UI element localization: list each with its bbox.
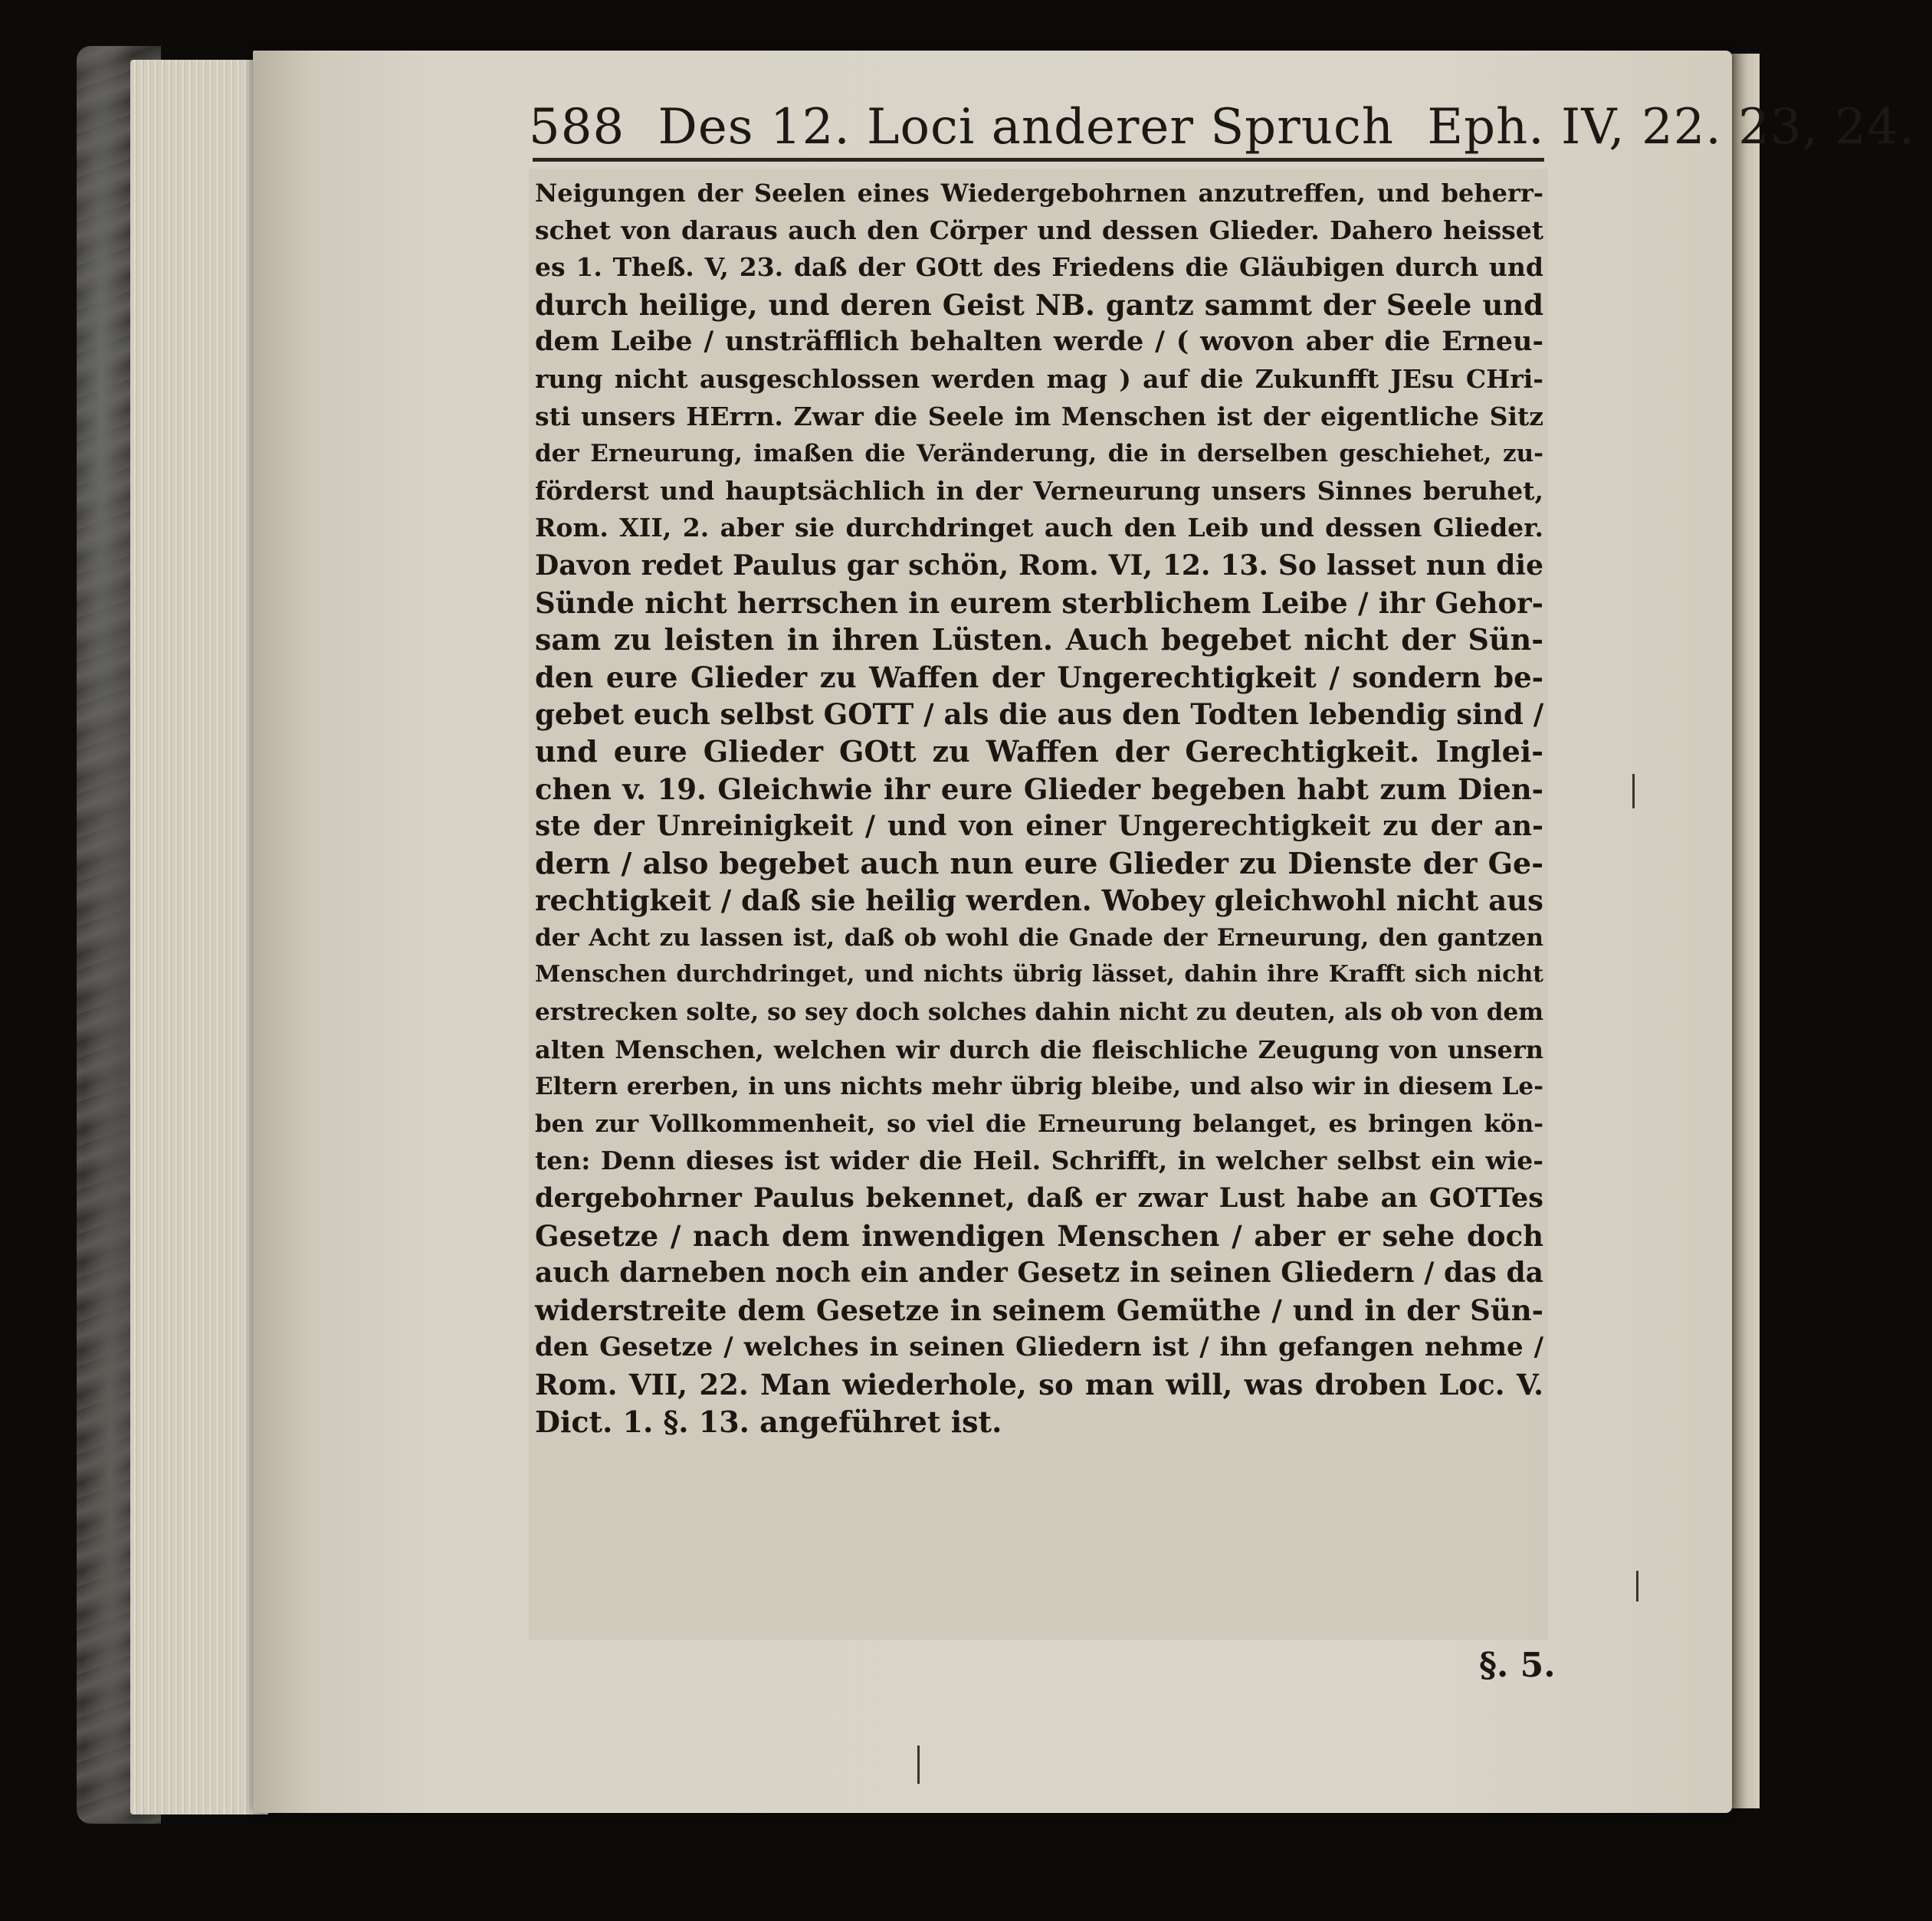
text-line: erstrecken solte, so sey doch solches dahin nicht zu deuten, als ob von dem	[535, 998, 1543, 1027]
text-line: Sünde nicht herrschen in eurem sterblichem Leibe / ihr Gehor-	[535, 585, 1543, 620]
text-line: durch heilige, und deren Geist NB. gantz sammt der Seele und	[535, 287, 1543, 322]
page-edges	[130, 60, 268, 1814]
text-line: Rom. XII, 2. aber sie durchdringet auch den Leib und dessen Glieder.	[535, 513, 1543, 543]
scripture-reference: Eph. IV, 22. 23, 24.	[1427, 99, 1915, 156]
catchword: §. 5.	[1479, 1646, 1556, 1685]
running-title: Des 12. Loci anderer Spruch	[658, 99, 1394, 156]
header-rule	[533, 158, 1544, 162]
text-line: chen v. 19. Gleichwie ihr eure Glieder begeben habt zum Dien-	[535, 772, 1543, 806]
text-line: Neigungen der Seelen eines Wiedergebohrnen anzutreffen, und beherr-	[535, 179, 1543, 208]
text-line: dergebohrner Paulus bekennet, daß er zwar Lust habe an GOTTes	[535, 1182, 1543, 1215]
text-line: ste der Unreinigkeit / und von einer Ungerechtigkeit zu der an-	[535, 810, 1543, 843]
text-line: rung nicht ausgeschlossen werden mag ) auf die Zukunfft JEsu CHri-	[535, 363, 1543, 394]
text-line: und eure Glieder GOtt zu Waffen der Gerechtigkeit. Inglei-	[535, 733, 1543, 769]
body-text	[535, 175, 1543, 1441]
text-line: förderst und hauptsächlich in der Verneurung unsers Sinnes beruhet,	[535, 475, 1543, 506]
text-line: gebet euch selbst GOTT / als die aus den Todten lebendig sind /	[535, 697, 1544, 732]
text-line: rechtigkeit / daß sie heilig werden. Wobey gleichwohl nicht aus	[535, 883, 1543, 918]
page-number: 588	[529, 99, 625, 156]
text-line: ten: Denn dieses ist wider die Heil. Schrifft, in welcher selbst ein wie-	[535, 1146, 1543, 1176]
text-line: Dict. 1. §. 13. angeführet ist.	[535, 1404, 1002, 1439]
text-line: sti unsers HErrn. Zwar die Seele im Menschen ist der eigentliche Sitz	[535, 401, 1543, 431]
text-line: der Erneurung, imaßen die Veränderung, die in derselben geschiehet, zu-	[535, 440, 1543, 468]
page-mark	[917, 1746, 920, 1784]
text-line: Rom. VII, 22. Man wiederhole, so man will, was droben Loc. V.	[535, 1368, 1543, 1401]
text-line: schet von daraus auch den Cörper und dessen Glieder. Dahero heisset	[535, 215, 1543, 245]
page-mark	[1636, 1571, 1638, 1601]
text-line: den Gesetze / welches in seinen Gliedern ist / ihn gefangen nehme /	[535, 1332, 1543, 1363]
text-line: Menschen durchdringet, und nichts übrig lässet, dahin ihre Krafft sich nicht	[535, 961, 1543, 988]
text-line: dern / also begebet auch nun eure Glieder zu Dienste der Ge-	[535, 845, 1543, 880]
text-line: es 1. Theß. V, 23. daß der GOtt des Friedens die Gläubigen durch und	[535, 252, 1543, 283]
text-line: alten Menschen, welchen wir durch die fleischliche Zeugung von unsern	[535, 1034, 1543, 1064]
text-line: Gesetze / nach dem inwendigen Menschen / aber er sehe doch	[535, 1218, 1543, 1253]
text-line: ben zur Vollkommenheit, so viel die Erneurung belanget, es bringen kön-	[535, 1110, 1543, 1138]
text-line: auch darneben noch ein ander Gesetz in seinen Gliedern / das da	[535, 1257, 1543, 1290]
text-line: der Acht zu lassen ist, daß ob wohl die Gnade der Erneurung, den gantzen	[535, 923, 1543, 952]
page-mark	[1632, 774, 1635, 808]
facing-page-edge	[1730, 54, 1760, 1808]
page-header	[529, 97, 1915, 158]
text-line: dem Leibe / unsträfflich behalten werde / ( wovon aber die Erneu-	[535, 326, 1543, 358]
text-line: widerstreite dem Gesetze in seinem Gemüthe / und in der Sün-	[535, 1293, 1543, 1327]
text-line: Davon redet Paulus gar schön, Rom. VI, 12. 13. So lasset nun die	[535, 549, 1543, 582]
text-line: Eltern ererben, in uns nichts mehr übrig bleibe, und also wir in diesem Le-	[535, 1073, 1543, 1101]
text-line: den eure Glieder zu Waffen der Ungerechtigkeit / sondern be-	[535, 660, 1543, 694]
text-line: sam zu leisten in ihren Lüsten. Auch begebet nicht der Sün-	[535, 622, 1543, 657]
